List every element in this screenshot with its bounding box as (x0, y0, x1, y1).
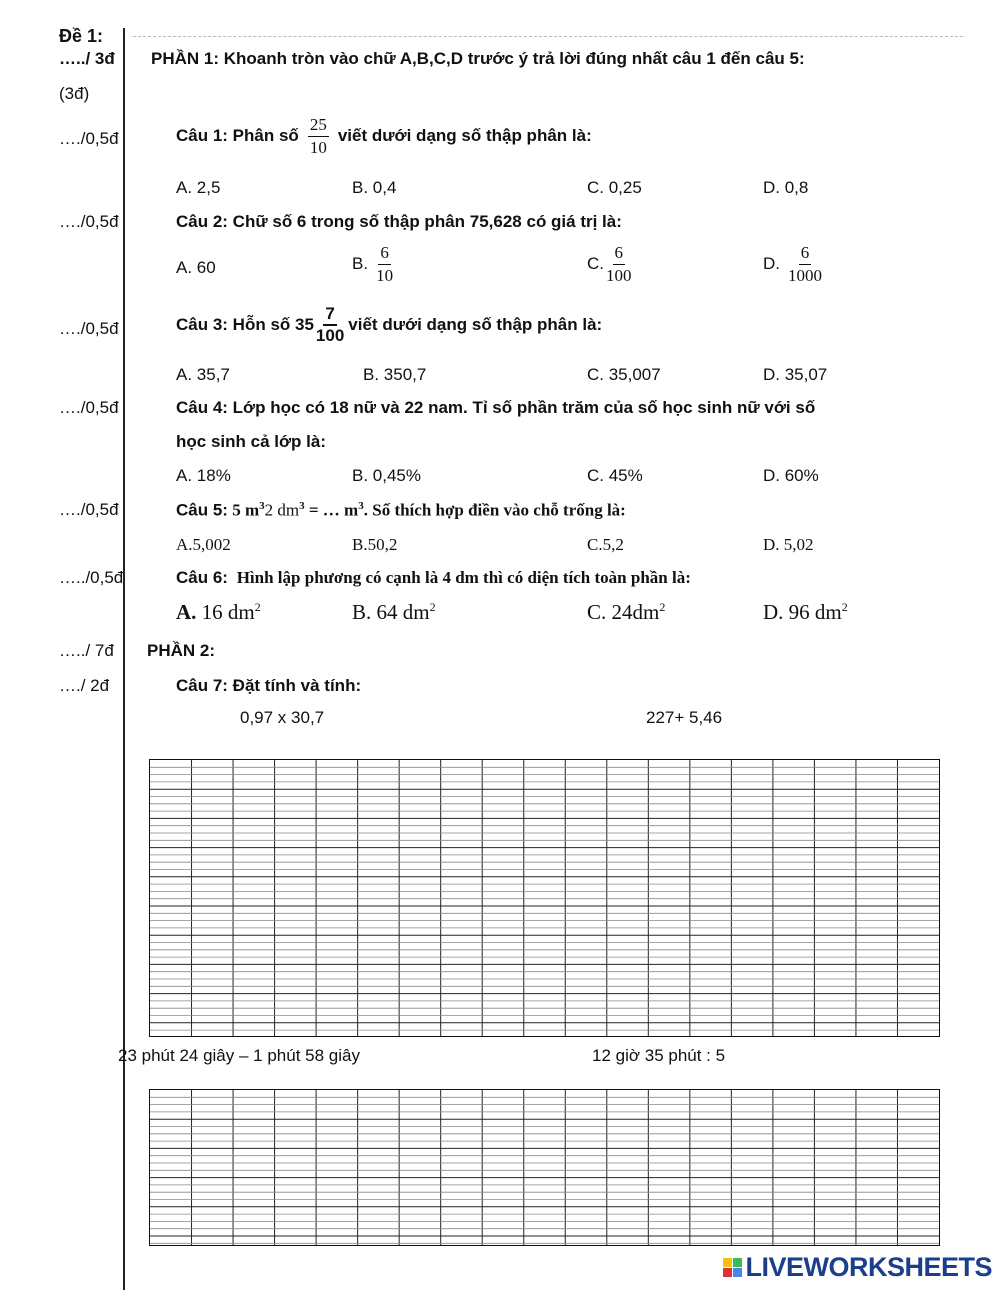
q2-b-denominator: 10 (376, 265, 394, 285)
q5-score: …./0,5đ (59, 500, 119, 519)
q5-sup-1: 3 (259, 500, 265, 512)
q2-option-a[interactable]: A. 60 (176, 258, 216, 277)
q3-denominator: 100 (315, 325, 345, 345)
q3-question (176, 305, 602, 345)
q2-option-d[interactable] (763, 244, 825, 285)
q3-score: …./0,5đ (59, 319, 119, 338)
q2-c-numerator: 6 (613, 244, 626, 265)
q5-text-1: 5 m (227, 500, 260, 520)
q3-option-a[interactable]: A. 35,7 (176, 365, 230, 384)
q1-fraction (308, 116, 329, 157)
grid-lines (150, 760, 939, 1036)
q4-score: …./0,5đ (59, 398, 119, 417)
q3-fraction (316, 305, 344, 345)
q5-option-a[interactable]: A.5,002 (176, 535, 231, 554)
logo-text: LIVEWORKSHEETS (745, 1252, 992, 1282)
q5-text-2: 2 dm (264, 500, 300, 520)
q5-label: Câu 5: (176, 500, 228, 520)
q6-option-c[interactable] (587, 600, 665, 625)
q2-option-d-fraction (788, 244, 822, 285)
q6-option-a-value: 16 dm (196, 600, 255, 624)
answer-grid-2[interactable] (149, 1089, 940, 1246)
q2-c-denominator: 100 (606, 265, 632, 285)
q2-option-b-label: B. (352, 254, 369, 274)
part2-title: PHẦN 2: (147, 641, 216, 660)
q7-expression-1: 0,97 x 30,7 (240, 708, 325, 727)
q2-option-c-label: C. (587, 254, 604, 274)
q5-option-d[interactable]: D. 5,02 (763, 535, 814, 554)
q6-option-c-sup: 2 (659, 600, 666, 614)
q5-sup-3: 3 (358, 500, 364, 512)
q3-option-b[interactable]: B. 350,7 (363, 365, 427, 384)
logo-square-1 (723, 1258, 732, 1267)
logo-square-3 (723, 1268, 732, 1277)
margin-line (123, 28, 125, 1290)
dashed-rule (133, 36, 963, 37)
q2-d-denominator: 1000 (788, 265, 822, 285)
q6-option-b[interactable] (352, 600, 436, 625)
grid-lines (150, 1090, 939, 1245)
logo-square-2 (733, 1258, 742, 1267)
q6-option-b-value: B. 64 dm (352, 600, 430, 624)
q2-option-b[interactable] (352, 244, 396, 285)
logo-mark-icon (723, 1258, 742, 1277)
q6-option-a-sup: 2 (254, 600, 261, 614)
q6-option-d-value: D. 96 dm (763, 600, 842, 624)
q1-option-d[interactable]: D. 0,8 (763, 178, 809, 197)
q5-option-b[interactable]: B.50,2 (352, 535, 398, 554)
q6-option-b-sup: 2 (429, 600, 436, 614)
q3-numerator: 7 (323, 305, 336, 326)
q7-question: Câu 7: Đặt tính và tính: (176, 676, 362, 695)
q1-option-b[interactable]: B. 0,4 (352, 178, 397, 197)
q4-option-b[interactable]: B. 0,45% (352, 466, 421, 485)
answer-grid-1[interactable] (149, 759, 940, 1037)
q2-b-numerator: 6 (378, 244, 391, 265)
liveworksheets-logo (723, 1252, 992, 1283)
q6-score: …../0,5đ (59, 568, 124, 587)
q1-denominator: 10 (309, 137, 327, 157)
q7-expression-3: 23 phút 24 giây – 1 phút 58 giây (118, 1046, 360, 1065)
q1-option-c[interactable]: C. 0,25 (587, 178, 642, 197)
q4-question-line1: Câu 4: Lớp học có 18 nữ và 22 nam. Tỉ số phần trăm của số học sinh nữ với số (176, 398, 816, 417)
q2-score: …./0,5đ (59, 212, 119, 231)
q5-text-3: = … m (304, 500, 359, 520)
q6-option-a[interactable] (176, 600, 261, 625)
logo-square-4 (733, 1268, 742, 1277)
q6-text: Hình lập phương có cạnh là 4 dm thì có diện tích toàn phần là: (236, 568, 691, 587)
q3-prefix: Câu 3: Hỗn số 35 (176, 314, 314, 334)
exam-title: Đề 1: (59, 26, 104, 46)
q6-option-a-label: A. (176, 600, 197, 624)
q4-option-c[interactable]: C. 45% (587, 466, 643, 485)
q2-question: Câu 2: Chữ số 6 trong số thập phân 75,628 có giá trị là: (176, 212, 622, 231)
q5-option-c[interactable]: C.5,2 (587, 535, 624, 554)
q6-label: Câu 6: (176, 568, 228, 587)
score-part2: …../ 7đ (59, 641, 114, 660)
q5-question (176, 500, 626, 521)
score-part1: …../ 3đ (59, 49, 115, 68)
q3-option-d[interactable]: D. 35,07 (763, 365, 828, 384)
q1-prefix: Câu 1: Phân số (176, 126, 299, 146)
q4-option-a[interactable]: A. 18% (176, 466, 231, 485)
q5-text-4: . Số thích hợp điền vào chỗ trống là: (363, 500, 626, 520)
q6-option-d[interactable] (763, 600, 848, 625)
q1-numerator: 25 (308, 116, 329, 137)
q6-option-d-sup: 2 (841, 600, 848, 614)
part1-title: PHẦN 1: Khoanh tròn vào chữ A,B,C,D trước ý trả lời đúng nhất câu 1 đến câu 5: (151, 49, 805, 68)
q4-option-d[interactable]: D. 60% (763, 466, 819, 485)
q4-question-line2: học sinh cả lớp là: (176, 432, 327, 451)
q2-option-c-fraction (606, 244, 632, 285)
q3-suffix: viết dưới dạng số thập phân là: (348, 314, 603, 334)
part1-points: (3đ) (59, 84, 90, 103)
q1-score: …./0,5đ (59, 129, 119, 148)
q1-suffix: viết dưới dạng số thập phân là: (337, 126, 592, 146)
q5-sup-2: 3 (299, 500, 305, 512)
q6-question (176, 568, 691, 588)
q2-d-numerator: 6 (799, 244, 812, 265)
q7-expression-4: 12 giờ 35 phút : 5 (592, 1046, 726, 1065)
q1-option-a[interactable]: A. 2,5 (176, 178, 221, 197)
q2-option-d-label: D. (763, 254, 780, 274)
q2-option-c[interactable] (587, 244, 635, 285)
q6-option-c-value: C. 24dm (587, 600, 660, 624)
q3-option-c[interactable]: C. 35,007 (587, 365, 661, 384)
q7-expression-2: 227+ 5,46 (646, 708, 723, 727)
q1-question (176, 116, 592, 157)
q2-option-b-fraction (376, 244, 393, 285)
q7-score: …./ 2đ (59, 676, 110, 695)
